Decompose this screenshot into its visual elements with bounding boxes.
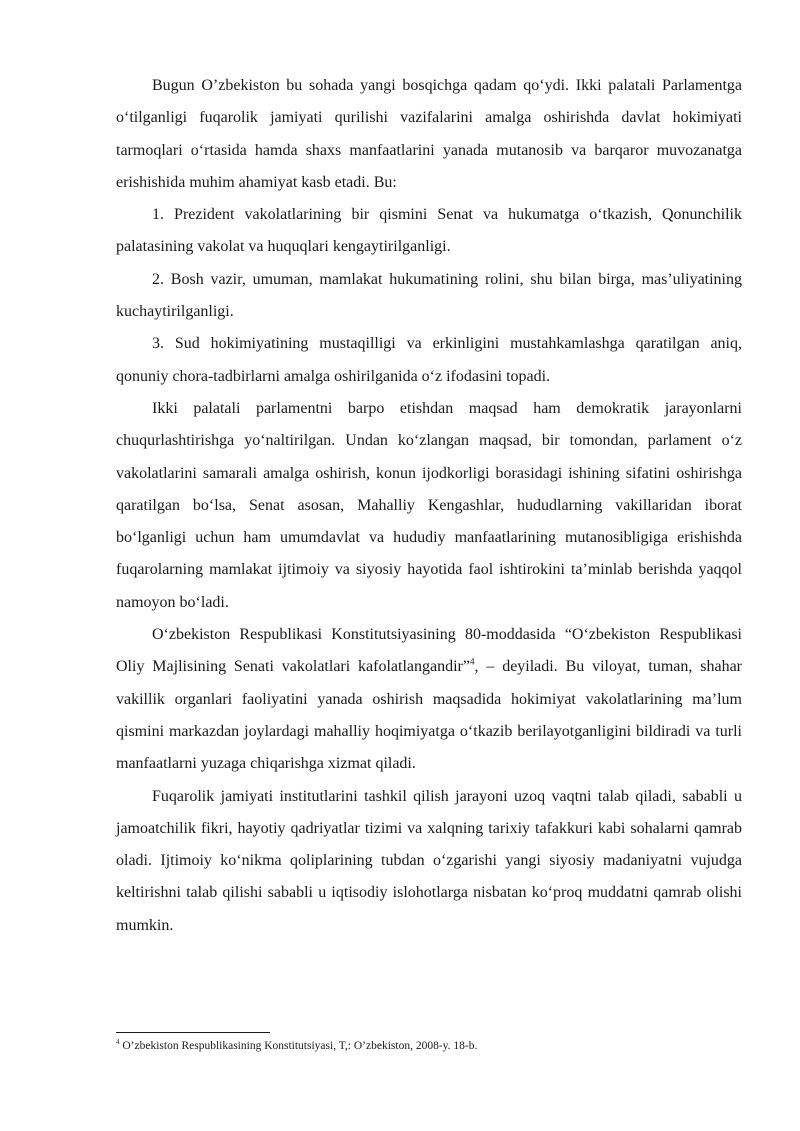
footnote-reference[interactable]: 4 <box>469 657 475 668</box>
document-body <box>116 70 742 942</box>
footnote-text: O’zbekiston Respublikasining Konstitutsiyasi, T,: O’zbekiston, 2008-y. 18-b. <box>119 1040 478 1052</box>
paragraph-civil-society: Fuqarolik jamiyati institutlarini tashkil qilish jarayoni uzoq vaqtni talab qiladi, sababli u jamoatchilik fikri, hayotiy qadriyatlar tizimi va xalqning tarixiy tafakkuri kabi sohalarni qamrab oladi. Ijtimoiy ko‘nikma qoliplarining tubdan o‘zgarishi yangi siyosiy madaniyatni vujudga keltirishni talab qilishi sababli u iqtisodiy islohotlarga nisbatan ko‘proq muddatni qamrab olishi mumkin. <box>116 787 742 934</box>
footnote <box>116 1039 742 1054</box>
paragraph-list-item-1: 1. Prezident vakolatlarining bir qismini Senat va hukumatga o‘tkazish, Qonunchilik palatasining vakolat va huquqlari kengaytirilganligi. <box>116 206 742 256</box>
paragraph-text-before-ref: O‘zbekiston Respublikasi Konstitutsiyasining 80-moddasida “O‘zbekiston Respublikasi Oliy Majlisining Senati vakolatlari kafolatlangandir” <box>116 626 742 676</box>
paragraph-constitution-article <box>116 619 742 780</box>
paragraph-list-item-2: 2. Bosh vazir, umuman, mamlakat hukumatining rolini, shu bilan birga, mas’uliyatining kuchaytirilganligi. <box>116 270 742 321</box>
paragraph-parliament-purpose: Ikki palatali parlamentni barpo etishdan maqsad ham demokratik jarayonlarni chuqurlashtirishga yo‘naltirilgan. Undan ko‘zlangan maqsad, bir tomondan, parlament o‘z vakolatlarini samarali amalga oshirish, konun ijodkorligi borasidagi ishining sifatini oshirishga qaratilgan bo‘lsa, Senat asosan, Mahalliy Kengashlar, hududlarning vakillaridan iborat bo‘lganligi uchun ham umumdavlat va hududiy manfaatlarining mutanosibligiga erishishda fuqarolarning mamlakat ijtimoiy va siyosiy hayotida faol ishtirokini ta’minlab berishda yaqqol namoyon bo‘ladi. <box>116 399 742 611</box>
paragraph-intro: Bugun O’zbekiston bu sohada yangi bosqichga qadam qo‘ydi. Ikki palatali Parlamentga o‘tilganligi fuqarolik jamiyati qurilishi vazifalarini amalga oshirishda davlat hokimiyati tarmoqlari o‘rtasida hamda shaxs manfaatlarini yanada mutanosib va barqaror muvozanatga erishishida muhim ahamiyat kasb etadi. Bu: <box>116 77 742 191</box>
footnote-marker: 4 <box>116 1038 120 1047</box>
footnote-divider <box>116 1032 270 1033</box>
paragraph-text-after-ref: , – deyiladi. Bu viloyat, tuman, shahar vakillik organlari faoliyatini yanada oshirish maqsadida hokimiyat vakolatlarining ma’lum qismini markazdan joylardagi mahalliy hoqimiyatga o‘tkazib berilayotganligini bildiradi va turli manfaatlarni yuzaga chiqarishga xizmat qiladi. <box>116 658 742 773</box>
paragraph-list-item-3: 3. Sud hokimiyatining mustaqilligi va erkinligini mustahkamlashga qaratilgan aniq, qonuniy chora-tadbirlarni amalga oshirilganida o‘z ifodasini topadi. <box>116 335 742 385</box>
